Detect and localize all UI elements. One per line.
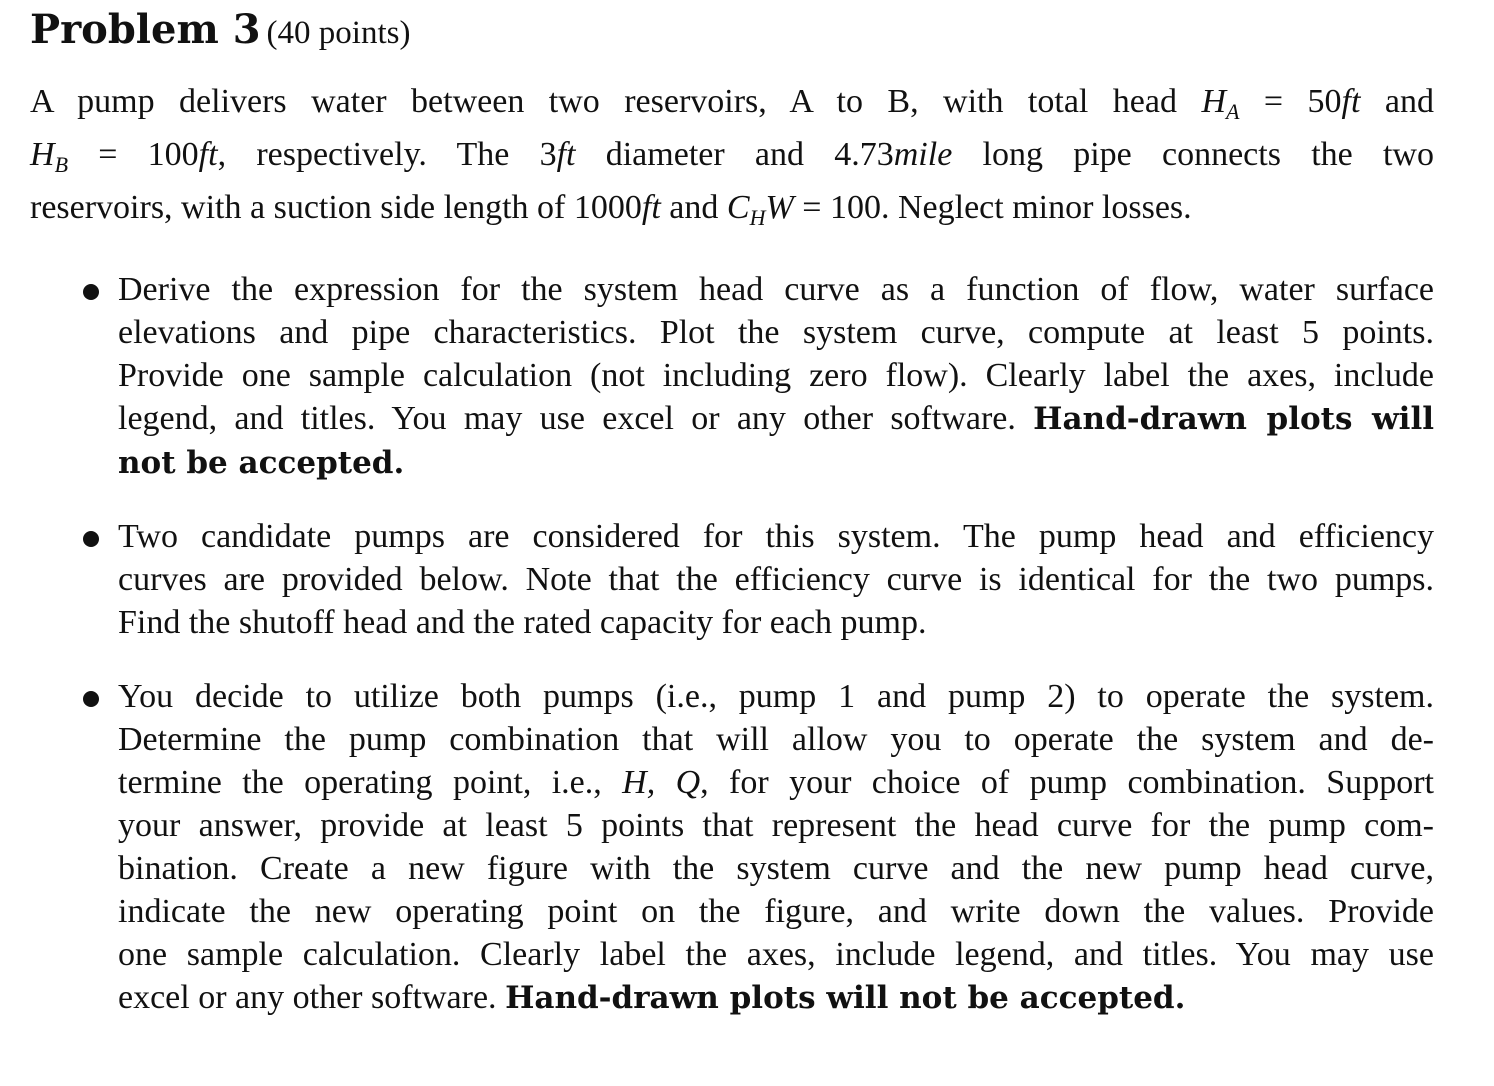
task3-line-3: termine the operating point, i.e., H, Q, for your choice of pump combination. Support <box>118 764 1434 801</box>
statement-line-1: A pump delivers water between two reservoirs, A to B, with total head $H_A = 50ft$ and <box>30 83 1434 124</box>
task-item-2 <box>118 515 1434 644</box>
task1-line-2: elevations and pipe characteristics. Plot the system curve, compute at least 5 points. <box>118 314 1434 351</box>
bullet-dot-icon <box>83 531 99 547</box>
task3-line-6: indicate the new operating point on the figure, and write down the values. Provide <box>118 893 1434 930</box>
statement-line-2: $H_B = 100ft$, respectively. The 3ft diameter and 4.73mile long pipe connects the two <box>30 136 1434 177</box>
task1-line-4: legend, and titles. You may use excel or any other software. Hand-drawn plots will <box>118 400 1435 437</box>
task2-line-2: curves are provided below. Note that the efficiency curve is identical for the two pumps. <box>118 561 1434 598</box>
task-item-3 <box>118 675 1434 1020</box>
task3-line-7: one sample calculation. Clearly label the axes, include legend, and titles. You may use <box>118 936 1434 973</box>
problem-title: Problem 3 <box>30 6 261 53</box>
problem-statement <box>30 80 1434 239</box>
bold-warning-end: not be accepted. <box>118 445 405 481</box>
task1-line-5 <box>118 441 1434 485</box>
statement-line-3: reservoirs, with a suction side length of 1000ft and $C_HW = 100$. Neglect minor losses. <box>30 189 1192 230</box>
task2-line-3: Find the shutoff head and the rated capacity for each pump. <box>118 604 927 641</box>
bold-warning: Hand-drawn plots will <box>1033 401 1435 437</box>
problem-heading <box>30 6 410 53</box>
task3-line-5: bination. Create a new figure with the system curve and the new pump head curve, <box>118 850 1434 887</box>
problem-points: (40 points) <box>266 15 411 51</box>
task-item-1 <box>118 268 1434 485</box>
bullet-dot-icon <box>83 691 99 707</box>
task3-line-2: Determine the pump combination that will allow you to operate the system and de- <box>118 721 1434 758</box>
task1-line-3: Provide one sample calculation (not including zero flow). Clearly label the axes, include <box>118 357 1434 394</box>
bold-warning-final: Hand-drawn plots will not be accepted. <box>505 980 1186 1016</box>
task3-line-1: You decide to utilize both pumps (i.e., pump 1 and pump 2) to operate the system. <box>118 678 1434 715</box>
bullet-dot-icon <box>83 284 99 300</box>
task1-line-1: Derive the expression for the system head curve as a function of flow, water surface <box>118 271 1434 308</box>
task3-line-4: your answer, provide at least 5 points that represent the head curve for the pump com- <box>118 807 1434 844</box>
task2-line-1: Two candidate pumps are considered for this system. The pump head and efficiency <box>118 518 1434 555</box>
task3-line-8: excel or any other software. Hand-drawn plots will not be accepted. <box>118 979 1186 1016</box>
